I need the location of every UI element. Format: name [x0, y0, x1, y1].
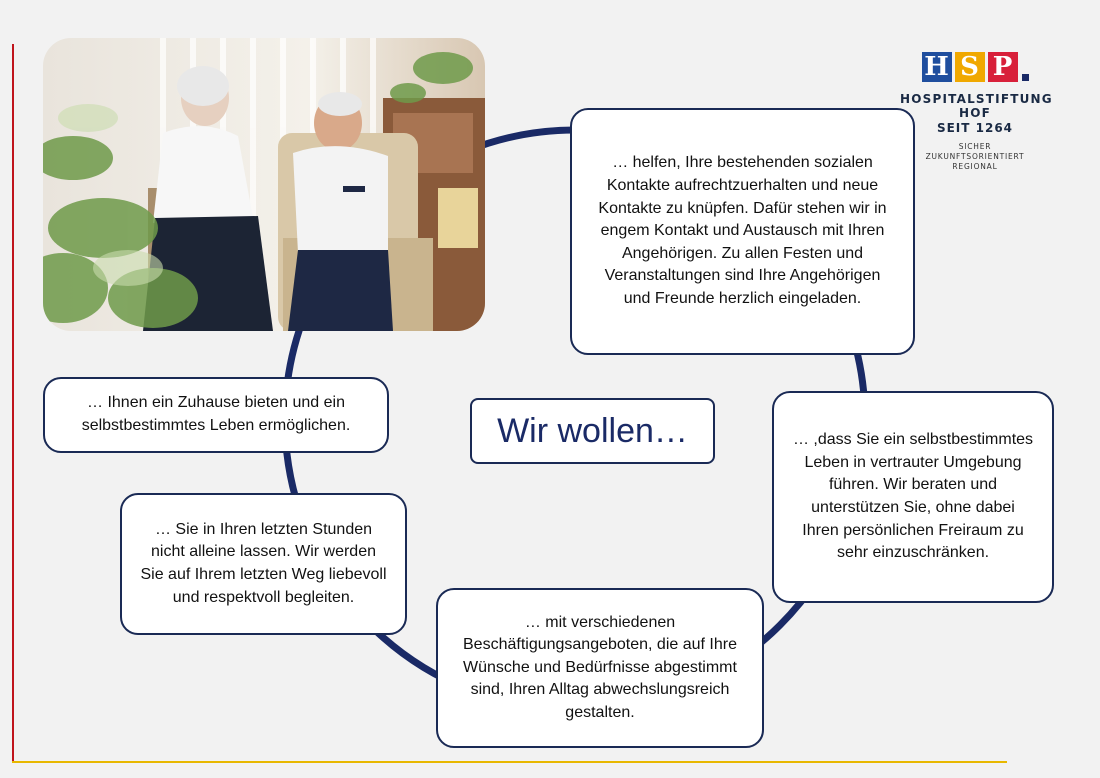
logo-tagline-2: ZUKUNFTSORIENTIERT: [925, 152, 1025, 161]
logo-letter-p: P: [988, 52, 1018, 82]
photo-seniors-talking: [43, 38, 485, 331]
box-last-hours: [120, 493, 407, 635]
logo-letter-h: H: [922, 52, 952, 82]
logo-letters: [900, 52, 1050, 82]
logo-tagline-3: REGIONAL: [952, 162, 998, 171]
hsp-logo: [900, 52, 1053, 172]
box-self-determined: [772, 391, 1054, 603]
box-social-contacts-text: … helfen, Ihre bestehenden sozialen Kontakte aufrechtzuerhalten und neue Kontakte zu knüpfen. Dafür stehen wir in engem Kontakt und Austausch mit Ihren Angehörigen. Zu allen Festen und Veranstaltungen sind Ihre Angehörigen und Freunde herzlich eingeladen.: [598, 154, 887, 307]
logo-tagline-1: SICHER: [958, 142, 992, 151]
box-social-contacts: [570, 108, 915, 355]
center-title-box: [470, 398, 715, 464]
logo-letter-s: S: [955, 52, 985, 82]
box-activities: [436, 588, 764, 748]
box-home-text: … Ihnen ein Zuhause bieten und ein selbstbestimmtes Leben ermöglichen.: [81, 394, 351, 434]
box-activities-text: … mit verschiedenen Beschäftigungsangeboten, die auf Ihre Wünsche und Bedürfnisse abgestimmt sind, Ihren Alltag abwechslungsreich gestalten.: [463, 613, 737, 721]
box-self-determined-text: … ,dass Sie ein selbstbestimmtes Leben in vertrauter Umgebung führen. Wir beraten und unterstützen Sie, ohne dabei Ihren persönlichen Freiraum zu sehr einzuschränken.: [792, 431, 1034, 562]
logo-name: HOSPITALSTIFTUNG HOF: [900, 92, 1053, 120]
box-last-hours-text: … Sie in Ihren letzten Stunden nicht alleine lassen. Wir werden Sie auf Ihrem letzten Weg liebevoll und respektvoll begleiten.: [140, 520, 387, 606]
center-title: Wir wollen…: [497, 411, 688, 450]
box-home: [43, 377, 389, 453]
logo-dot: [1022, 74, 1029, 81]
logo-since: SEIT 1264: [936, 121, 1014, 135]
